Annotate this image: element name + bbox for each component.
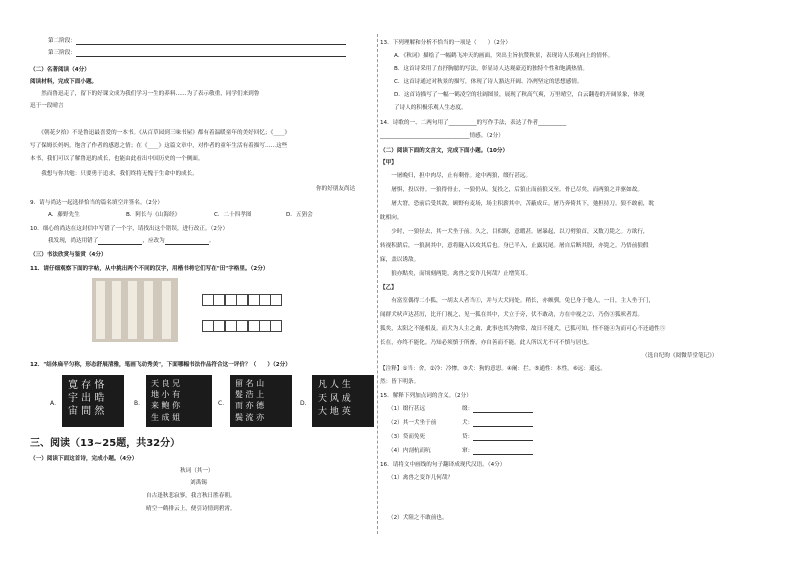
poem-title: 秋词（其一） — [180, 468, 214, 474]
q13-option-b[interactable]: B．这首诗采用了直抒胸臆的写法，彰显诗人达观豪迈的独特个性和饱满热情。 — [394, 66, 589, 72]
answer-blank[interactable] — [98, 239, 142, 245]
q9-option-d[interactable]: D．五猖会 — [286, 212, 313, 218]
answer-blank[interactable] — [165, 239, 209, 245]
q9-option-b[interactable]: B．阿长与《山海经》 — [126, 212, 181, 218]
question-9: 9．请与尚达一起选择恰当的篇名填空并签名。（2分） — [30, 200, 163, 206]
question-14: 14．诗歌的一、二两句用了__________的写作手法，表达了作者__________ — [380, 120, 567, 126]
question-11: 11．请仔细观察下面的字帖，从中挑出两个不同的汉字，用楷书将它们写在"田"字格里。（2分） — [30, 266, 269, 272]
left-column — [30, 0, 375, 562]
jia-line: 一屠晚归，担中肉尽，止有剩骨。途中两狼，缀行甚远。 — [380, 173, 532, 179]
section-instruction: 阅读材料，完成下面小题。 — [30, 79, 98, 85]
q15-item-4: （4）内剖杭而吭 窜： — [388, 448, 533, 455]
question-14-cont: ________________________________情感。（2分） — [380, 133, 504, 139]
q12-label-c[interactable]: C． — [218, 400, 229, 407]
answer-blank[interactable] — [473, 407, 533, 413]
passage-line: 本书，我们可以了解鲁迅的成长，也能由此看出中国历史的一个侧面。 — [30, 156, 204, 162]
jia-line: 屠大窘，恐前后受其敌。顾野有麦场，场主积薪其中，苫蔽成丘。屠乃奔倚其下，弛担持刀。狼不敢前，眈 — [380, 201, 655, 207]
writing-grid-row-2[interactable] — [202, 320, 282, 332]
question-15: 15．解释下列加点词的含义。（2分） — [380, 393, 472, 399]
passage-line: 迅于一段晴言 — [30, 103, 64, 109]
question-12: 12．"结体扁平匀称，形态舒展清雅，笔画飞动秀美"，下面哪幅书法作品符合这一评价？（ ）（2分） — [30, 362, 291, 368]
q9-option-a[interactable]: A．藤野先生 — [48, 212, 80, 218]
part3-title: 三、阅读（13~25题，共32分） — [30, 438, 181, 449]
q13-option-c[interactable]: C．这首诗通过对秋景的描写，体现了诗人豁达开阔、冷冽坚定的思想感情。 — [394, 79, 583, 85]
letter-signature: 你的好朋友尚达 — [316, 186, 356, 192]
q13-option-a[interactable]: A．《秋词》描绘了一幅鹤飞冲天的画面，突出主旨抗赞秋景，表现诗人乐观向上的情怀。 — [394, 53, 614, 59]
answer-blank[interactable] — [473, 421, 533, 427]
poem-author: 刘禹锡 — [190, 480, 207, 486]
section-title-classical: （二）阅读下面的文言文，完成下面小题。（10分） — [380, 148, 509, 154]
jia-line: 狼亦黠矣，而顷刻两毙，禽兽之变诈几何哉？止增笑耳。 — [380, 271, 532, 277]
q10-fill: 我发现，尚达用错了 ，应改为 。 — [48, 238, 215, 244]
section-title-poem: （一）阅读下面这首诗，完成小题。（4分） — [30, 456, 138, 462]
calligraphy-sample-b[interactable]: 天 良 兄 地 小 有 来 鲍 你 生 成 姐 — [146, 375, 212, 427]
passage-line: 《朝花夕拾》不是鲁迅最喜爱的一本书。《从百草园到三味书屋》都有着温暖童年的美好回忆；《____》 — [30, 130, 291, 136]
section-title-calligraphy: （三）书法欣赏与鉴赏（4分） — [30, 252, 107, 258]
yi-line: 长在，亦终不能化。乃知必须慎于所畜，亦自善而不能。此人所以尤不可不慎与居也。 — [380, 340, 593, 346]
poem-line-2: 晴空一鹤排云上，便引诗情到碧霄。 — [146, 506, 236, 512]
q9-option-c[interactable]: C．二十四孝图 — [214, 212, 252, 218]
annotations-cont: 然：皆下明条。 — [380, 379, 420, 385]
passage-source: （选自纪昀《阅微草堂笔记》） — [642, 353, 718, 359]
q12-label-d[interactable]: D． — [300, 400, 311, 407]
jia-line: 寐，盖以诱敌。 — [380, 257, 420, 263]
calligraphy-sample-c[interactable]: 留 名 山 髮 浩 上 而 亦 德 鬓 流 亦 — [230, 375, 292, 427]
q15-item-3: （3）贷而免死 贷： — [388, 434, 533, 441]
yi-line: 狐矣，太阳之不能相及。而犬为人主之禽，此事也其为物常，故日不能犬，已狐可知，怪不能④为而可心不还通性⑤ — [380, 326, 666, 332]
q12-label-a[interactable]: A． — [50, 400, 61, 407]
answer-blank[interactable] — [473, 435, 533, 441]
yi-line: 闻群犬吠声达甚厉，比开门视之，见一狐在其中，犬立于旁，伏不敢动，方在中视之②，乃伤③狐吠者焉。 — [380, 312, 643, 318]
jia-line: 屠惧，投以骨。一狼得骨止，一狼仍从。复投之，后狼止而前狼又至。骨已尽矣，而两狼之并驱如故。 — [380, 187, 643, 193]
jia-line: 转视积薪后，一狼洞其中，意将隧入以攻其后也。身已半入，止露尻尾。屠自后断其股，亦毙之。乃悟前狼假 — [380, 243, 649, 249]
q12-label-b[interactable]: B． — [134, 400, 145, 407]
annotations: 【注释】①当：舍。②冷：冷惨。③犬：狗的意思。④阑：拦。⑤通性：本性。⑥远：遥远。 — [380, 366, 606, 372]
jia-line: 少时，一狼径去，其一犬坐于前。久之，目似瞑，意暇甚。屠暴起，以刀劈狼首，又数刀毙之。方欲行， — [380, 229, 649, 235]
question-10: 10．细心的尚达在这封信中写错了一个字，请找出这个错误，进行改正。（2分） — [30, 226, 229, 232]
section-title-classics: （二）名著阅读（4分） — [30, 67, 90, 73]
calligraphy-sample-d[interactable]: 凡 人 生 天 风 成 大 地 英 — [312, 375, 374, 427]
writing-grid-row-1[interactable] — [202, 294, 282, 306]
passage-line: 写了保姆长妈妈，饱含了作者的感恩之情；在《____》这篇文章中，对作者的童年生活有着描写……这些 — [30, 143, 288, 149]
answer-blank[interactable] — [473, 449, 533, 455]
answer-blank[interactable] — [76, 39, 346, 45]
poem-line-1: 自古逢秋悲寂寥，我言秋日胜春朝。 — [146, 493, 236, 499]
yi-line: 有富室偶得二小狐，一胡太人者当①，并与大犬同处。稍长，亦颇驯，免巳身于他人，一日，主人坐于门， — [380, 298, 655, 304]
calligraphy-rubbing-image — [92, 278, 178, 342]
passage-line: 然而鲁迅走了，留下的好课文成为我们学习一生的养料……为了表示敬重，同学们来到鲁 — [30, 91, 260, 97]
q15-item-2: （2）其一犬坐于前 犬： — [388, 420, 533, 427]
q13-option-d[interactable]: D．这首诗描写了一幅一鹤凌空的壮阔图景，展现了秋高气爽，万里晴空，白云翻卷的开阔景象，体现 — [394, 92, 645, 98]
calligraphy-sample-a[interactable]: 寛 存 恪 宇 出 晧 宙 間 然 — [62, 375, 124, 427]
stage-line-2: 第二阶段： — [48, 38, 346, 45]
q13-option-d-cont: 了诗人的积极乐观人生态度。 — [394, 105, 467, 111]
question-13: 13．下列理解和分析不恰当的一项是（ ）（2分） — [380, 40, 511, 46]
column-divider — [377, 34, 378, 534]
passage-yi-label: 【乙】 — [380, 285, 397, 291]
passage-jia-label: 【甲】 — [380, 160, 397, 166]
q16-item-2: （2）犬阻之不敢前也。 — [388, 515, 448, 521]
right-column — [380, 0, 770, 562]
passage-line: 我想与你共勉：只要勇于追求，我们终将无愧于生命中的成长。 — [30, 171, 198, 177]
q16-item-1: （1）禽兽之变诈几何哉？ — [388, 475, 454, 481]
stage-line-3: 第三阶段： — [48, 50, 346, 57]
question-16: 16．请将文中画线的句子翻译成现代汉语。（4分） — [380, 462, 506, 468]
answer-blank[interactable] — [76, 51, 346, 57]
jia-line: 眈相向。 — [380, 215, 403, 221]
q15-item-1: （1）缀行甚远 缀： — [388, 406, 533, 413]
